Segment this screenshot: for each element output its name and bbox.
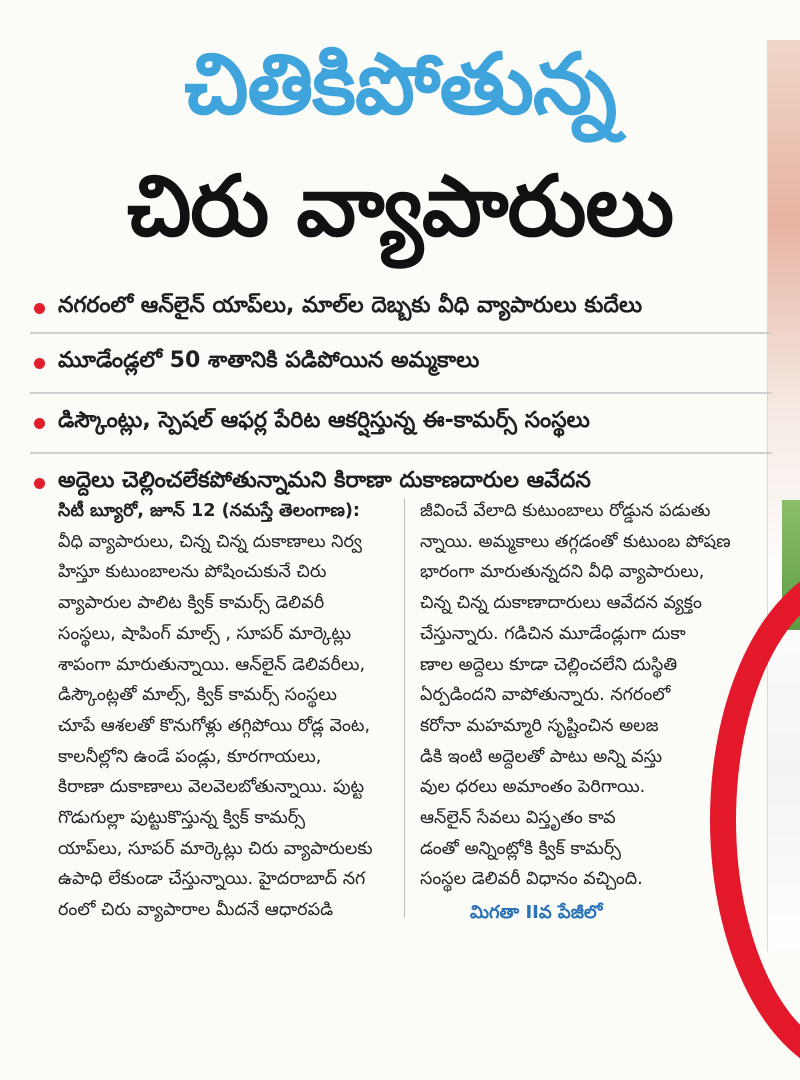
- article-line: సంస్థల డెలివరీ విధానం వచ్చింది.: [420, 869, 643, 890]
- continued-on-page-link[interactable]: మిగతా IIవ పేజీలో: [470, 902, 603, 923]
- article-column-right: [420, 496, 768, 895]
- article-line: ఏర్పడిందని వాపోతున్నారు. నగరంలో: [420, 685, 671, 706]
- bullet-item: [30, 334, 772, 394]
- article-line: డిస్కౌంట్లతో మాల్స్, క్విక్ కామర్స్ సంస్థలు: [58, 685, 337, 706]
- bullet-dot-icon: [34, 478, 45, 489]
- article-line: డంతో అన్నింట్లోకి క్విక్ కామర్స్: [420, 838, 621, 859]
- article-line: వుల ధరలు అమాంతం పెరిగాయి.: [420, 777, 646, 798]
- article-line: డికి ఇంటి అద్దెలతో పాటు అన్ని వస్తు: [420, 746, 663, 767]
- article-line: జీవించే వేలాది కుటుంబాలు రోడ్డున పడుతు: [420, 501, 711, 521]
- article-line: శాపంగా మారుతున్నాయి. ఆన్‌లైన్ డెలివరీలు,: [58, 654, 366, 675]
- bullet-text: అద్దెలు చెల్లించలేకపోతున్నామని కిరాణా దుకాణదారుల ఆవేదన: [58, 468, 591, 493]
- bullet-dot-icon: [34, 358, 45, 369]
- article-line: ఆన్‌లైన్ సేవలు విస్తృతం కావ: [420, 808, 616, 829]
- article-line: హిస్తూ కుటుంబాలను పోషించుకునే చిరు: [58, 562, 327, 583]
- headline-line-2: చిరు వ్యాపారులు: [126, 157, 674, 255]
- bullet-item: [30, 284, 772, 334]
- article-line: వీధి వ్యాపారులు, చిన్న చిన్న దుకాణాలు నిర్వ: [58, 531, 362, 552]
- bullet-dot-icon: [34, 418, 45, 429]
- article-line: చేస్తున్నారు. గడిచిన మూడేండ్లుగా దుకా: [420, 623, 686, 644]
- dateline: సిటీ బ్యూరో, జూన్ 12 (నమస్తే తెలంగాణ):: [58, 501, 360, 521]
- bullet-text: నగరంలో ఆన్‌లైన్ యాప్‌లు, మాల్‌ల దెబ్బకు వీధి వ్యాపారులు కుదేలు: [58, 293, 643, 318]
- article-line: సంస్థలు, షాపింగ్ మాల్స్ , సూపర్ మార్కెట్లు: [58, 623, 352, 644]
- article-line: భారంగా మారుతున్నదని వీధి వ్యాపారులు,: [420, 562, 705, 583]
- article-line: కాలనీల్లోని ఉండే పండ్లు, కూరగాయలు,: [58, 746, 322, 767]
- article-column-left: [58, 496, 396, 926]
- article-line: రంలో చిరు వ్యాపారాల మీదనే ఆధారపడి: [58, 900, 334, 921]
- bullet-text: మూడేండ్లలో 50 శాతానికి పడిపోయిన అమ్మకాలు: [58, 348, 480, 373]
- article-line: ణాల అద్దెలు కూడా చెల్లించలేని దుస్థితి: [420, 654, 678, 675]
- column-divider: [404, 498, 405, 918]
- article-line: చూపే ఆశలతో కొనుగోళ్లు తగ్గిపోయి రోడ్ల వెంట,: [58, 715, 371, 736]
- bullet-item: [30, 394, 772, 454]
- bullet-text: డిస్కౌంట్లు, స్పెషల్ ఆఫర్ల పేరిట ఆకర్షిస్తున్న ఈ-కామర్స్ సంస్థలు: [58, 408, 590, 433]
- article-line: కిరాణా దుకాణాలు వెలవెలబోతున్నాయి. పుట్ట: [58, 777, 365, 798]
- article-line: కరోనా మహమ్మారి సృష్టించిన అలజ: [420, 715, 659, 736]
- bullet-list: [30, 284, 772, 512]
- article-line: వ్యాపారుల పాలిట క్విక్ కామర్స్ డెలివరీ: [58, 593, 325, 614]
- article-line: చిన్న చిన్న దుకాణాదారులు ఆవేదన వ్యక్తం: [420, 593, 702, 614]
- headline-line-1: చితికిపోతున్న: [184, 35, 616, 133]
- article-line: న్నాయి. అమ్మకాలు తగ్గడంతో కుటుంబ పోషణ: [420, 531, 731, 552]
- bullet-dot-icon: [34, 303, 45, 314]
- article-line: గొడుగుల్లా పుట్టుకొస్తున్న క్విక్ కామర్స్: [58, 808, 306, 829]
- article-line: ఉపాధి లేకుండా చేస్తున్నాయి. హైదరాబాద్ నగ: [58, 869, 366, 890]
- article-line: యాప్‌లు, సూపర్ మార్కెట్లు చిరు వ్యాపారులకు: [58, 838, 373, 859]
